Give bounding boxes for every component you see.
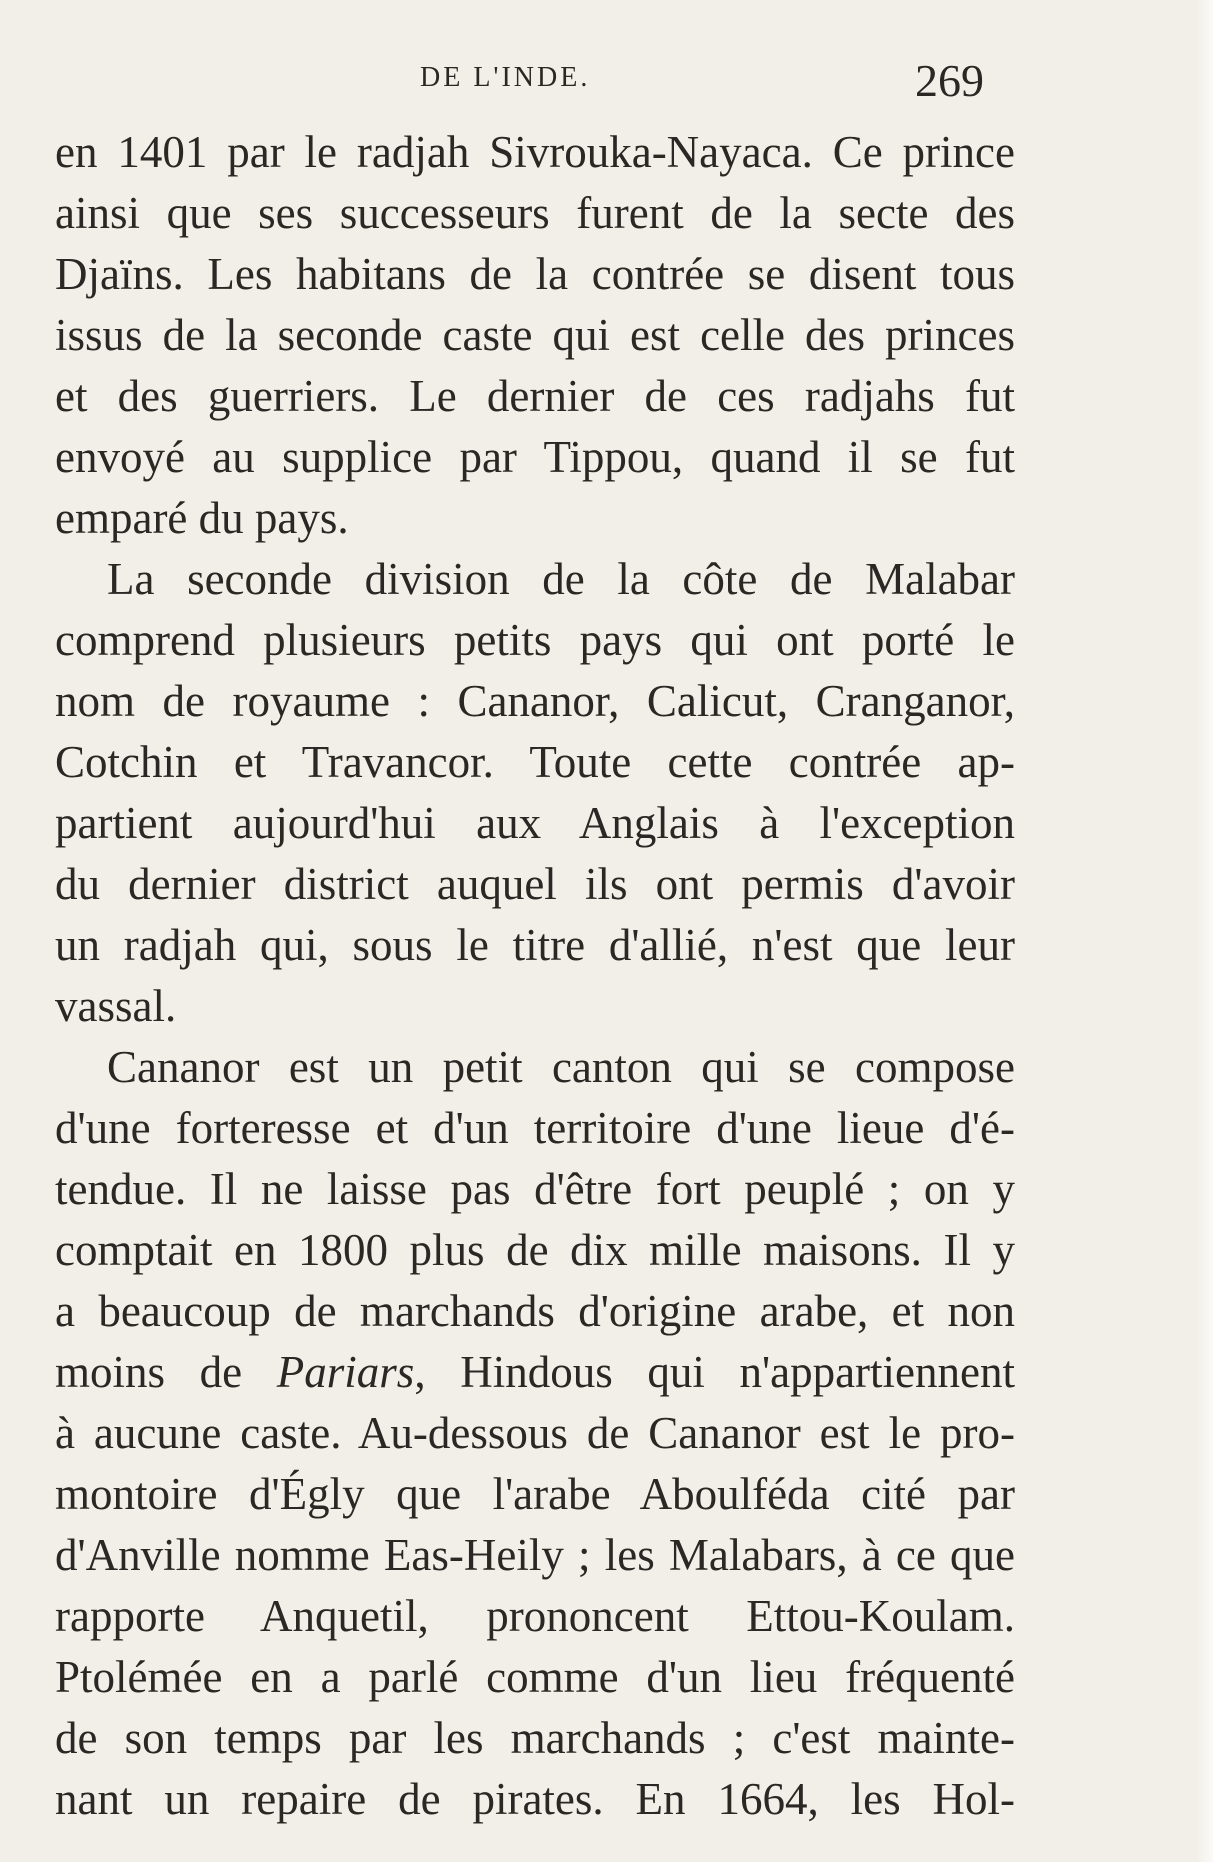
text-segment: , Hindous qui n'appartiennent bbox=[414, 1347, 1015, 1397]
paragraph bbox=[55, 1037, 1015, 1830]
text-line: comptait en 1800 plus de dix mille maisons. Il y bbox=[55, 1225, 1015, 1275]
page-edge bbox=[1195, 0, 1213, 1862]
text-line: issus de la seconde caste qui est celle des princes bbox=[55, 310, 1015, 360]
paragraph bbox=[55, 549, 1015, 1037]
text-line: d'Anville nomme Eas-Heily ; les Malabars, à ce que bbox=[55, 1530, 1015, 1580]
text-line: à aucune caste. Au-dessous de Cananor est le pro- bbox=[55, 1408, 1015, 1458]
text-line: nant un repaire de pirates. En 1664, les Hol- bbox=[55, 1774, 1015, 1824]
text-line: Ptolémée en a parlé comme d'un lieu fréquenté bbox=[55, 1652, 1015, 1702]
text-line: ainsi que ses successeurs furent de la secte des bbox=[55, 188, 1015, 238]
text-line: tendue. Il ne laisse pas d'être fort peuplé ; on y bbox=[55, 1164, 1015, 1214]
text-line: La seconde division de la côte de Malabar bbox=[107, 554, 1015, 604]
text-line: envoyé au supplice par Tippou, quand il se fut bbox=[55, 432, 1015, 482]
text-line: d'une forteresse et d'un territoire d'une lieue d'é- bbox=[55, 1103, 1015, 1153]
italic-term: Pariars bbox=[276, 1347, 415, 1397]
text-segment: moins de bbox=[55, 1347, 243, 1397]
paragraph bbox=[55, 122, 1015, 549]
text-line bbox=[55, 1342, 1015, 1403]
running-head: DE L'INDE. bbox=[420, 62, 591, 93]
text-line: Djaïns. Les habitans de la contrée se disent tous bbox=[55, 249, 1015, 299]
text-line: rapporte Anquetil, prononcent Ettou-Koulam. bbox=[55, 1591, 1015, 1641]
text-line: un radjah qui, sous le titre d'allié, n'est que leur bbox=[55, 920, 1015, 970]
text-line: et des guerriers. Le dernier de ces radjahs fut bbox=[55, 371, 1015, 421]
page-number: 269 bbox=[915, 55, 984, 106]
text-line: en 1401 par le radjah Sivrouka-Nayaca. Ce prince bbox=[55, 127, 1015, 177]
text-line: comprend plusieurs petits pays qui ont porté le bbox=[55, 615, 1015, 665]
text-line: partient aujourd'hui aux Anglais à l'exception bbox=[55, 798, 1015, 848]
text-line: du dernier district auquel ils ont permis d'avoir bbox=[55, 859, 1015, 909]
text-line: a beaucoup de marchands d'origine arabe, et non bbox=[55, 1286, 1015, 1336]
text-line: emparé du pays. bbox=[55, 493, 349, 543]
body-text bbox=[55, 122, 1015, 1830]
text-line: de son temps par les marchands ; c'est mainte- bbox=[55, 1713, 1015, 1763]
text-line: Cotchin et Travancor. Toute cette contrée ap- bbox=[55, 737, 1015, 787]
text-line: vassal. bbox=[55, 981, 177, 1031]
text-line: montoire d'Égly que l'arabe Aboulféda cité par bbox=[55, 1469, 1015, 1519]
text-line: Cananor est un petit canton qui se compose bbox=[107, 1042, 1015, 1092]
text-line: nom de royaume : Cananor, Calicut, Cranganor, bbox=[55, 676, 1015, 726]
